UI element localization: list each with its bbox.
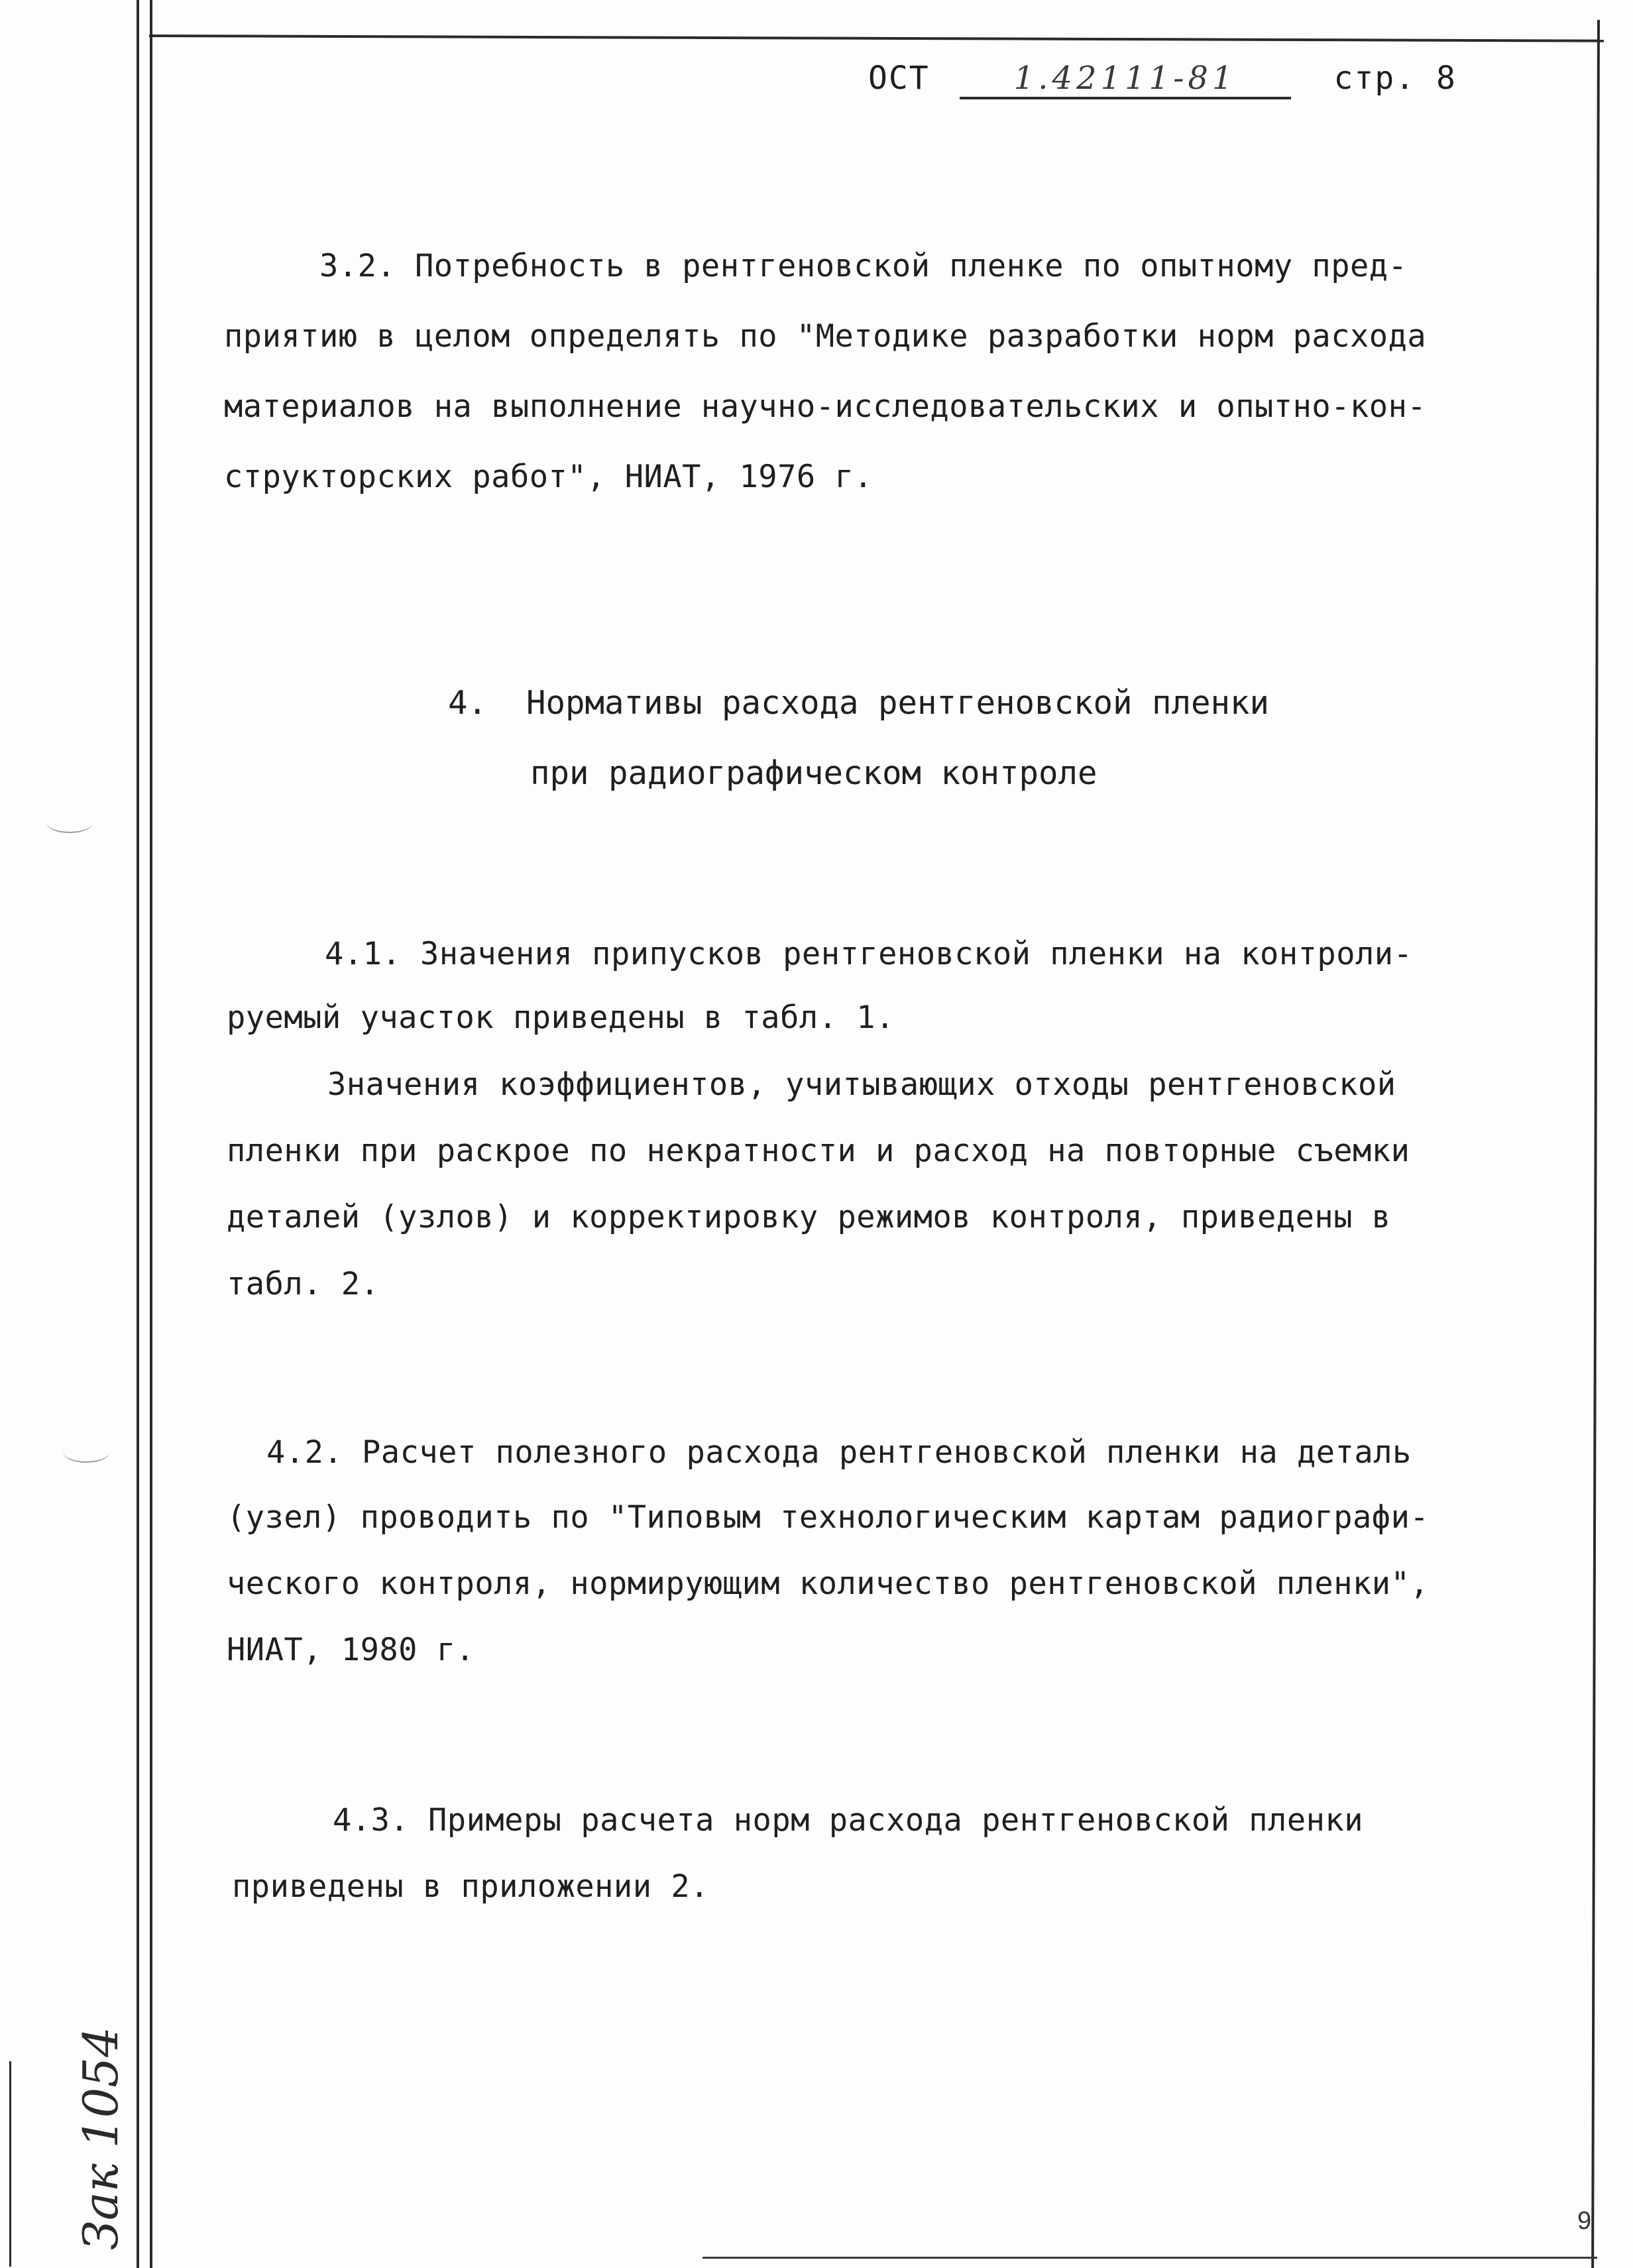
frame-bottom-line bbox=[703, 2257, 1597, 2259]
paragraph-3-2-line-4: структорских работ", НИАТ, 1976 г. bbox=[224, 459, 873, 495]
section-4-title-line-2: при радиографическом контроле bbox=[530, 754, 1098, 792]
paragraph-4-1b-line-2: пленки при раскрое по некратности и расход на повторные съемки bbox=[227, 1133, 1410, 1169]
sheet-number: 9 bbox=[1577, 2207, 1592, 2235]
frame-top-line bbox=[149, 34, 1604, 42]
frame-left-inner-line bbox=[150, 0, 152, 2268]
page-label: стр. 8 bbox=[1333, 60, 1457, 97]
paragraph-4-2-line-1: 4.2. Расчет полезного расхода рентгеновской пленки на деталь bbox=[266, 1434, 1412, 1471]
paragraph-4-1-line-2: руемый участок приведены в табл. 1. bbox=[227, 999, 895, 1036]
paragraph-4-1b-line-4: табл. 2. bbox=[227, 1266, 380, 1302]
section-4-title-line-1: 4. Нормативы расхода рентгеновской пленки bbox=[448, 684, 1270, 722]
standard-prefix: ОСТ bbox=[868, 60, 930, 97]
paragraph-4-3-line-1: 4.3. Примеры расчета норм расхода рентгеновской пленки bbox=[333, 1802, 1364, 1839]
paragraph-4-2-line-4: НИАТ, 1980 г. bbox=[227, 1632, 475, 1668]
paragraph-3-2-line-3: материалов на выполнение научно-исследовательских и опытно-кон- bbox=[224, 388, 1427, 425]
document-header bbox=[868, 60, 1457, 99]
handwritten-order-note: Зак 1054 bbox=[73, 2027, 129, 2250]
margin-tick-line bbox=[9, 2061, 11, 2267]
paragraph-4-2-line-2: (узел) проводить по "Типовым технологическим картам радиографи- bbox=[227, 1499, 1430, 1536]
paragraph-4-1b-line-3: деталей (узлов) и корректировку режимов контроля, приведены в bbox=[227, 1199, 1391, 1235]
paragraph-4-2-line-3: ческого контроля, нормирующим количество рентгеновской пленки", bbox=[227, 1565, 1430, 1602]
punch-hole-mark bbox=[46, 812, 93, 833]
paragraph-3-2-line-2: приятию в целом определять по "Методике разработки норм расхода bbox=[224, 318, 1427, 355]
paragraph-4-1-line-1: 4.1. Значения припусков рентгеновской пленки на контроли- bbox=[325, 936, 1413, 972]
frame-left-outer-line bbox=[137, 0, 139, 2268]
paragraph-4-3-line-2: приведены в приложении 2. bbox=[232, 1868, 709, 1905]
paragraph-3-2-line-1: 3.2. Потребность в рентгеновской пленке по опытному пред- bbox=[319, 248, 1408, 284]
standard-number: 1.42111-81 bbox=[960, 60, 1291, 99]
punch-hole-mark bbox=[63, 1442, 109, 1463]
paragraph-4-1b-line-1: Значения коэффициентов, учитывающих отходы рентгеновской bbox=[327, 1066, 1396, 1103]
frame-right-line bbox=[1591, 20, 1600, 2268]
